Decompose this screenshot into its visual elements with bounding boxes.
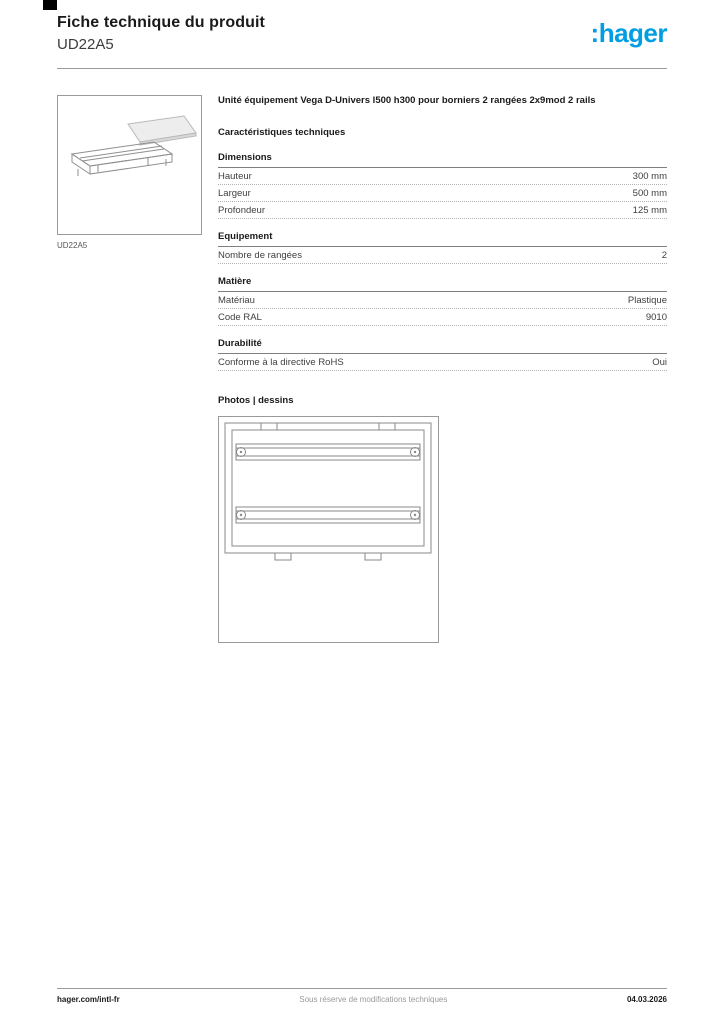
spec-row-rohs — [218, 354, 667, 371]
spec-row-largeur — [218, 185, 667, 202]
product-image-frame — [57, 95, 202, 235]
section-equipement — [218, 231, 667, 264]
spec-label: Code RAL — [218, 311, 262, 323]
section-matiere — [218, 276, 667, 326]
spec-row-profondeur — [218, 202, 667, 219]
spec-label: Nombre de rangées — [218, 249, 302, 261]
spec-row-hauteur — [218, 168, 667, 185]
product-reference: UD22A5 — [57, 36, 114, 53]
spec-value: 9010 — [645, 311, 667, 323]
page-title: Fiche technique du produit — [57, 14, 265, 31]
section-dimensions — [218, 152, 667, 219]
section-title: Durabilité — [218, 338, 667, 354]
specifications-column — [218, 95, 667, 643]
spec-label: Matériau — [218, 294, 255, 306]
footer-date: 04.03.2026 — [626, 995, 667, 1004]
hager-logo: :hager — [590, 18, 667, 48]
product-photo-illustration — [58, 96, 201, 234]
spec-label: Largeur — [218, 187, 251, 199]
technical-drawing-frame — [218, 416, 439, 643]
spec-value: 500 mm — [632, 187, 667, 199]
product-image-caption: UD22A5 — [57, 241, 88, 250]
document-header — [57, 14, 667, 53]
spec-row-materiau — [218, 292, 667, 309]
spec-value: 125 mm — [632, 204, 667, 216]
footer-disclaimer: Sous réserve de modifications techniques — [299, 995, 448, 1004]
section-title: Dimensions — [218, 152, 667, 168]
spec-value: Oui — [652, 356, 667, 368]
header-divider — [57, 68, 667, 69]
section-title: Equipement — [218, 231, 667, 247]
spec-label: Hauteur — [218, 170, 252, 182]
crop-mark — [43, 0, 57, 10]
photos-dessins-title: Photos | dessins — [218, 394, 294, 406]
spec-row-rangees — [218, 247, 667, 264]
spec-row-code-ral — [218, 309, 667, 326]
footer-url: hager.com/intl-fr — [57, 995, 120, 1004]
spec-value: Plastique — [627, 294, 667, 306]
header-text-block — [57, 14, 265, 53]
product-description: Unité équipement Vega D-Univers l500 h300 pour borniers 2 rangées 2x9mod 2 rails — [218, 95, 596, 106]
product-image-column — [57, 95, 203, 250]
spec-value: 2 — [661, 249, 667, 261]
spec-label: Profondeur — [218, 204, 266, 216]
characteristics-title: Caractéristiques techniques — [218, 126, 346, 138]
section-title: Matière — [218, 276, 667, 292]
spec-value: 300 mm — [632, 170, 667, 182]
technical-drawing — [219, 417, 438, 642]
spec-label: Conforme à la directive RoHS — [218, 356, 344, 368]
footer — [57, 988, 667, 1004]
section-durabilite — [218, 338, 667, 371]
